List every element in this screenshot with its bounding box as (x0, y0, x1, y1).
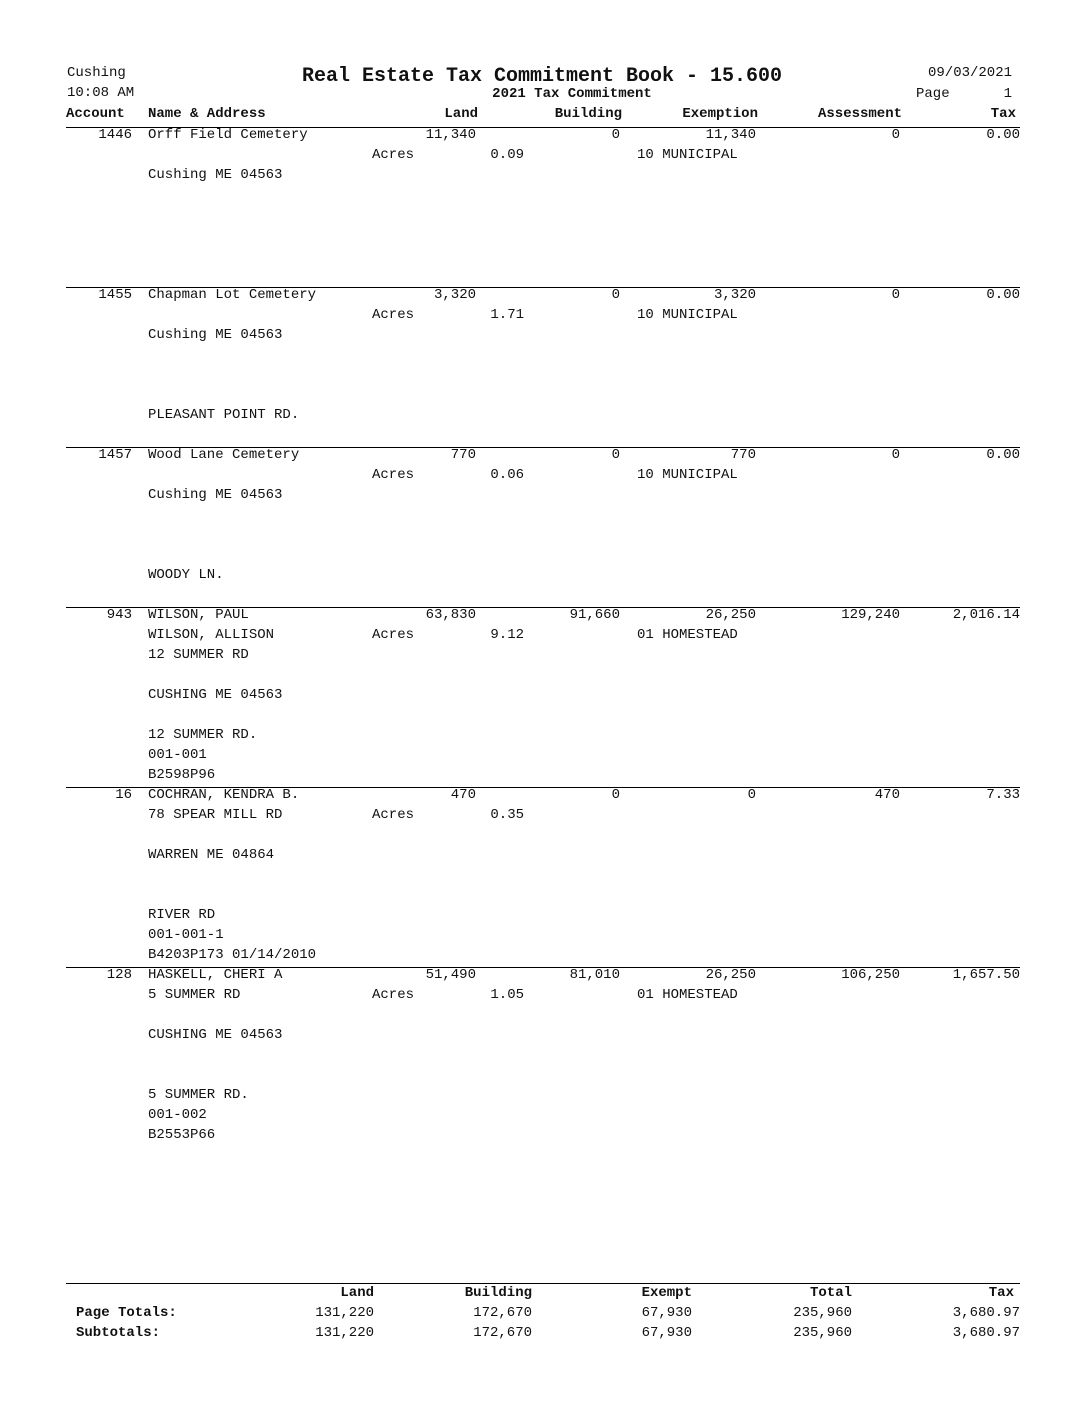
page-number: 1 (1003, 86, 1012, 102)
tax-value: 0.00 (986, 127, 1020, 143)
subtotals-total: 235,960 (793, 1325, 852, 1341)
exempt-code: 01 HOMESTEAD (637, 627, 738, 643)
address-line: B4203P173 01/14/2010 (148, 947, 317, 963)
building-value: 0 (611, 787, 620, 803)
owner-name: COCHRAN, KENDRA B. (148, 787, 300, 803)
address-line: WILSON, ALLISON (148, 627, 275, 643)
building-value: 81,010 (569, 967, 620, 983)
account-number: 943 (106, 607, 132, 623)
totals-header-tax: Tax (988, 1285, 1014, 1301)
tax-value: 2,016.14 (952, 607, 1020, 623)
address-line: RIVER RD (148, 907, 216, 923)
building-value: 0 (611, 447, 620, 463)
acres-value: 1.05 (490, 987, 524, 1003)
land-value: 470 (450, 787, 476, 803)
assessment-value: 129,240 (841, 607, 900, 623)
acres-label: Acres (372, 627, 415, 643)
building-value: 0 (611, 127, 620, 143)
totals-header-land: Land (340, 1285, 374, 1301)
account-number: 16 (115, 787, 132, 803)
page-label: Page (916, 86, 950, 102)
exempt-code: 10 MUNICIPAL (637, 307, 738, 323)
page-totals-total: 235,960 (793, 1305, 852, 1321)
address-line: 001-002 (148, 1107, 207, 1123)
acres-label: Acres (372, 467, 415, 483)
account-number: 1455 (98, 287, 132, 303)
acres-label: Acres (372, 147, 415, 163)
exempt-code: 10 MUNICIPAL (637, 467, 738, 483)
land-value: 51,490 (425, 967, 476, 983)
land-value: 770 (450, 447, 476, 463)
address-line: CUSHING ME 04563 (148, 687, 283, 703)
totals-divider (66, 1283, 1020, 1284)
acres-label: Acres (372, 807, 415, 823)
exemption-value: 26,250 (705, 967, 756, 983)
assessment-value: 106,250 (841, 967, 900, 983)
address-line: Cushing ME 04563 (148, 487, 283, 503)
print-time: 10:08 AM (67, 85, 135, 101)
owner-name: Orff Field Cemetery (148, 127, 308, 143)
address-line: 5 SUMMER RD (148, 987, 241, 1003)
page-totals-building: 172,670 (473, 1305, 532, 1321)
land-value: 11,340 (425, 127, 476, 143)
assessment-value: 0 (891, 287, 900, 303)
address-line: 001-001-1 (148, 927, 224, 943)
acres-value: 1.71 (490, 307, 524, 323)
building-value: 91,660 (569, 607, 620, 623)
address-line: 001-001 (148, 747, 207, 763)
acres-value: 0.35 (490, 807, 524, 823)
report-title: Real Estate Tax Commitment Book - 15.600 (301, 65, 783, 88)
address-line: PLEASANT POINT RD. (148, 407, 300, 423)
address-line: B2598P96 (148, 767, 216, 783)
owner-name: HASKELL, CHERI A (148, 967, 283, 983)
subtotals-building: 172,670 (473, 1325, 532, 1341)
assessment-value: 470 (874, 787, 900, 803)
address-line: 5 SUMMER RD. (148, 1087, 249, 1103)
page-totals-exempt: 67,930 (641, 1305, 692, 1321)
account-number: 1446 (98, 127, 132, 143)
address-line: WARREN ME 04864 (148, 847, 275, 863)
page-totals-tax: 3,680.97 (952, 1305, 1020, 1321)
address-line: Cushing ME 04563 (148, 327, 283, 343)
exemption-value: 26,250 (705, 607, 756, 623)
totals-header-exempt: Exempt (641, 1285, 692, 1301)
acres-label: Acres (372, 307, 415, 323)
subtotals-land: 131,220 (315, 1325, 374, 1341)
tax-value: 1,657.50 (952, 967, 1020, 983)
totals-header-building: Building (464, 1285, 532, 1301)
building-value: 0 (611, 287, 620, 303)
land-value: 3,320 (433, 287, 476, 303)
account-number: 128 (106, 967, 132, 983)
exemption-value: 0 (747, 787, 756, 803)
address-line: 12 SUMMER RD. (148, 727, 258, 743)
page-totals-label: Page Totals: (76, 1305, 177, 1321)
acres-value: 9.12 (490, 627, 524, 643)
assessment-value: 0 (891, 447, 900, 463)
subtotals-label: Subtotals: (76, 1325, 161, 1341)
address-line: B2553P66 (148, 1127, 216, 1143)
col-tax: Tax (990, 106, 1016, 122)
owner-name: Wood Lane Cemetery (148, 447, 300, 463)
address-line: WOODY LN. (148, 567, 224, 583)
col-assessment: Assessment (817, 106, 902, 122)
address-line: Cushing ME 04563 (148, 167, 283, 183)
land-value: 63,830 (425, 607, 476, 623)
exempt-code: 01 HOMESTEAD (637, 987, 738, 1003)
exempt-code: 10 MUNICIPAL (637, 147, 738, 163)
tax-value: 7.33 (986, 787, 1020, 803)
assessment-value: 0 (891, 127, 900, 143)
acres-value: 0.06 (490, 467, 524, 483)
tax-value: 0.00 (986, 287, 1020, 303)
owner-name: WILSON, PAUL (148, 607, 249, 623)
report-date: 09/03/2021 (927, 65, 1012, 81)
address-line: 78 SPEAR MILL RD (148, 807, 283, 823)
account-number: 1457 (98, 447, 132, 463)
subtotals-exempt: 67,930 (641, 1325, 692, 1341)
page-totals-land: 131,220 (315, 1305, 374, 1321)
exemption-value: 11,340 (705, 127, 756, 143)
address-line: CUSHING ME 04563 (148, 1027, 283, 1043)
totals-header-total: Total (809, 1285, 852, 1301)
subtotals-tax: 3,680.97 (952, 1325, 1020, 1341)
exemption-value: 770 (730, 447, 756, 463)
tax-value: 0.00 (986, 447, 1020, 463)
owner-name: Chapman Lot Cemetery (148, 287, 317, 303)
col-exemption: Exemption (682, 106, 758, 122)
exemption-value: 3,320 (713, 287, 756, 303)
col-building: Building (554, 106, 622, 122)
town-name: Cushing (67, 65, 126, 81)
report-subtitle: 2021 Tax Commitment (492, 86, 652, 102)
col-land: Land (444, 106, 478, 122)
col-account: Account (66, 106, 125, 122)
address-line: 12 SUMMER RD (148, 647, 249, 663)
acres-label: Acres (372, 987, 415, 1003)
col-name: Name & Address (148, 106, 266, 122)
acres-value: 0.09 (490, 147, 524, 163)
